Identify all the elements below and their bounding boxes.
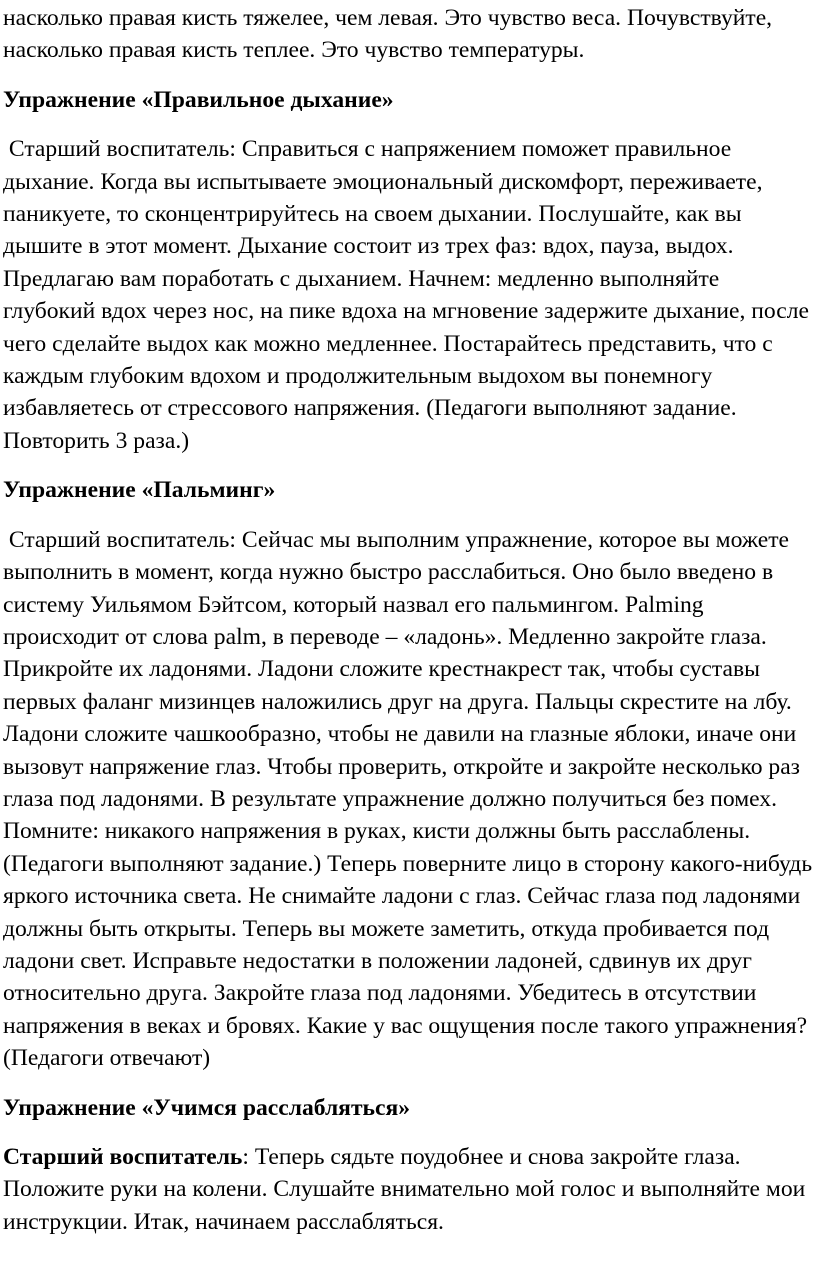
paragraph-text: Справиться с напряжением поможет правильное дыхание. Когда вы испытываете эмоциональный дискомфорт, переживаете, паникуете, то сконцентрируйтесь на своем дыхании. Послушайте, как вы дышите в этот момент. Дыхание состоит из трех фаз: вдох, пауза, выдох. Предлагаю вам поработать с дыханием. Начнем: медленно выполняйте глубокий вдох через нос, на пике вдоха на мгновение задержите дыхание, после чего сделайте выдох как можно медленнее. Постарайтесь представить, что с каждым глубоким вдохом и продолжительным выдохом вы понемногу избавляетесь от стрессового напряжения. (Педагоги выполняют задание. Повторить 3 раза.) (3, 136, 809, 454)
speaker-label: Старший воспитатель: (8, 526, 236, 553)
document-page (3, 0, 813, 1238)
paragraph-text: Сейчас мы выполним упражнение, которое вы можете выполнить в момент, когда нужно быстро расслабиться. Оно было введено в систему Уильямом Бэйтсом, который назвал его пальмингом. Palming происходит от слова palm, в переводе – «ладонь». Медленно закройте глаза. Прикройте их ладонями. Ладони сложите крестнакрест так, чтобы суставы первых фаланг мизинцев наложились друг на друга. Пальцы скрестите на лбу. Ладони сложите чашкообразно, чтобы не давили на глазные яблоки, иначе они вызовут напряжение глаз. Чтобы проверить, откройте и закройте несколько раз глаза под ладонями. В результате упражнение должно получиться без помех. Помните: никакого напряжения в руках, кисти должны быть расслаблены. (Педагоги выполняют задание.) Теперь поверните лицо в сторону какого-нибудь яркого источника света. Не снимайте ладони с глаз. Сейчас глаза под ладонями должны быть открыты. Теперь вы можете заметить, откуда пробивается под ладони свет. Исправьте недостатки в положении ладоней, сдвинув их друг относительно друга. Закройте глаза под ладонями. Убедитесь в отсутствии напряжения в веках и бровях. Какие у вас ощущения после такого упражнения? (Педагоги отвечают) (3, 526, 813, 1072)
exercise-heading-relaxing: Упражнение «Учимся расслабляться» (3, 1094, 411, 1121)
exercise-paragraph-relaxing (3, 1141, 813, 1238)
speaker-label-bold: Старший воспитатель (3, 1144, 243, 1170)
paragraph-text: : Теперь сядьте поудобнее и снова закройте глаза. Положите руки на колени. Слушайте внимательно мой голос и выполняйте мои инструкции. Итак, начинаем расслабляться. (3, 1144, 806, 1235)
exercise-paragraph-breathing (3, 133, 813, 457)
exercise-heading-breathing: Упражнение «Правильное дыхание» (3, 86, 394, 113)
exercise-paragraph-palming (3, 524, 813, 1075)
intro-paragraph: насколько правая кисть тяжелее, чем левая. Это чувство веса. Почувствуйте, насколько правая кисть теплее. Это чувство температуры. (3, 5, 773, 64)
exercise-heading-palming: Упражнение «Пальминг» (3, 477, 276, 504)
speaker-label: Старший воспитатель: (8, 136, 236, 163)
